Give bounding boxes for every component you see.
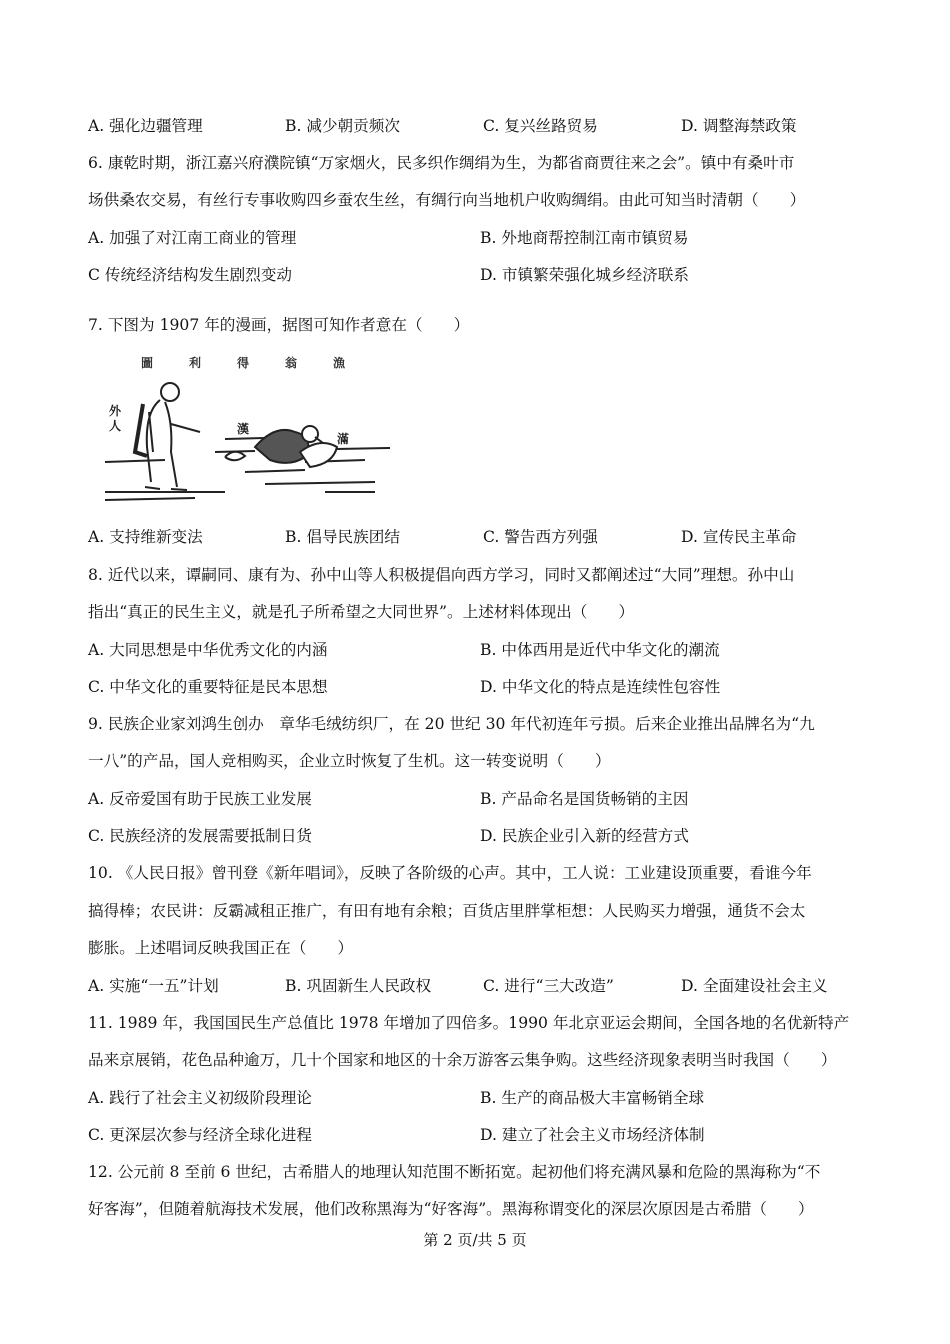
- q11-option-a[interactable]: A. 践行了社会主义初级阶段理论: [88, 1089, 312, 1107]
- q10-option-b[interactable]: B. 巩固新生人民政权: [285, 977, 432, 995]
- cartoon-title-char: 圖: [141, 356, 154, 370]
- q5-option-c[interactable]: C. 复兴丝路贸易: [483, 117, 598, 135]
- q8-option-d[interactable]: D. 中华文化的特点是连续性包容性: [480, 678, 721, 696]
- q11-stem-line: 品来京展销，花色品种逾万，几十个国家和地区的十余万游客云集争购。这些经济现象表明当时我国（ ）: [88, 1051, 837, 1069]
- cartoon-title-char: 利: [189, 356, 202, 370]
- q9-stem-line: 一八”的产品，国人竞相购买，企业立时恢复了生机。这一转变说明（ ）: [88, 752, 611, 770]
- q12-stem-line: 好客海”，但随着航海技术发展，他们改称黑海为“好客海”。黑海称谓变化的深层次原因是古希腊（ ）: [88, 1200, 814, 1218]
- q7-option-a[interactable]: A. 支持维新变法: [88, 528, 203, 546]
- q8-option-c[interactable]: C. 中华文化的重要特征是民本思想: [88, 678, 328, 696]
- q10-option-c[interactable]: C. 进行“三大改造”: [483, 977, 614, 995]
- q10-stem-line: 10. 《人民日报》曾刊登《新年唱词》，反映了各阶级的心声。其中，工人说：工业建设顶重要，看谁今年: [88, 864, 812, 882]
- q6-stem-line: 场供桑农交易，有丝行专事收购四乡蚕农生丝，有绸行向当地机户收购绸绢。由此可知当时清朝（ ）: [88, 191, 806, 209]
- q9-stem-line: 9. 民族企业家刘鸿生创办 章华毛绒纺织厂，在 20 世纪 30 年代初连年亏损。后来企业推出品牌名为“九: [88, 715, 815, 733]
- cartoon-drawing: [105, 352, 390, 504]
- q5-option-d[interactable]: D. 调整海禁政策: [681, 117, 797, 135]
- q11-option-b[interactable]: B. 生产的商品极大丰富畅销全球: [480, 1089, 705, 1107]
- q6-stem-line: 6. 康乾时期，浙江嘉兴府濮院镇“万家烟火，民多织作绸绢为生，为都省商贾往来之会”。镇中有桑叶市: [88, 154, 795, 172]
- q10-option-d[interactable]: D. 全面建设社会主义: [681, 977, 828, 995]
- q10-stem-line: 搞得棒；农民讲：反霸减租正推广，有田有地有余粮；百货店里胖掌柜想：人民购买力增强，通货不会太: [88, 902, 806, 920]
- q6-option-a[interactable]: A. 加强了对江南工商业的管理: [88, 229, 297, 247]
- q6-option-c[interactable]: C 传统经济结构发生剧烈变动: [88, 266, 293, 284]
- q9-option-d[interactable]: D. 民族企业引入新的经营方式: [480, 827, 689, 845]
- cartoon-title-char: 漁: [333, 356, 346, 370]
- q7-stem-line: 7. 下图为 1907 年的漫画，据图可知作者意在（ ）: [88, 316, 470, 334]
- cartoon-label-han: 漢: [237, 422, 250, 436]
- q12-stem-line: 12. 公元前 8 至前 6 世纪，古希腊人的地理认知范围不断拓宽。起初他们将充满风暴和危险的黑海称为“不: [88, 1163, 821, 1181]
- q6-option-b[interactable]: B. 外地商帮控制江南市镇贸易: [480, 229, 689, 247]
- q10-option-a[interactable]: A. 实施“一五”计划: [88, 977, 219, 995]
- q5-option-b[interactable]: B. 减少朝贡频次: [285, 117, 400, 135]
- q8-option-a[interactable]: A. 大同思想是中华优秀文化的内涵: [88, 641, 328, 659]
- q8-stem-line: 指出“真正的民生主义，就是孔子所希望之大同世界”。上述材料体现出（ ）: [88, 603, 635, 621]
- q8-stem-line: 8. 近代以来，谭嗣同、康有为、孙中山等人积极提倡向西方学习，同时又都阐述过“大同”理想。孙中山: [88, 566, 795, 584]
- cartoon-label-foreigner: 外人: [109, 404, 122, 433]
- cartoon-title-char: 得: [237, 356, 250, 370]
- q9-option-a[interactable]: A. 反帝爱国有助于民族工业发展: [88, 790, 312, 808]
- q6-option-d[interactable]: D. 市镇繁荣强化城乡经济联系: [480, 266, 689, 284]
- q8-option-b[interactable]: B. 中体西用是近代中华文化的潮流: [480, 641, 720, 659]
- q9-option-b[interactable]: B. 产品命名是国货畅销的主因: [480, 790, 689, 808]
- q5-option-a[interactable]: A. 强化边疆管理: [88, 117, 203, 135]
- q7-option-d[interactable]: D. 宣传民主革命: [681, 528, 797, 546]
- q7-option-c[interactable]: C. 警告西方列强: [483, 528, 598, 546]
- q10-stem-line: 膨胀。上述唱词反映我国正在（ ）: [88, 939, 354, 957]
- page-number: 第 2 页/共 5 页: [423, 1231, 527, 1249]
- q11-stem-line: 11. 1989 年，我国国民生产总值比 1978 年增加了四倍多。1990 年北京亚运会期间，全国各地的名优新特产: [88, 1014, 850, 1032]
- cartoon-title-char: 翁: [285, 356, 298, 370]
- q11-option-c[interactable]: C. 更深层次参与经济全球化进程: [88, 1126, 313, 1144]
- q11-option-d[interactable]: D. 建立了社会主义市场经济体制: [480, 1126, 705, 1144]
- cartoon-label-man: 滿: [337, 432, 350, 446]
- cartoon-image: [105, 352, 390, 504]
- q7-option-b[interactable]: B. 倡导民族团结: [285, 528, 400, 546]
- q9-option-c[interactable]: C. 民族经济的发展需要抵制日货: [88, 827, 313, 845]
